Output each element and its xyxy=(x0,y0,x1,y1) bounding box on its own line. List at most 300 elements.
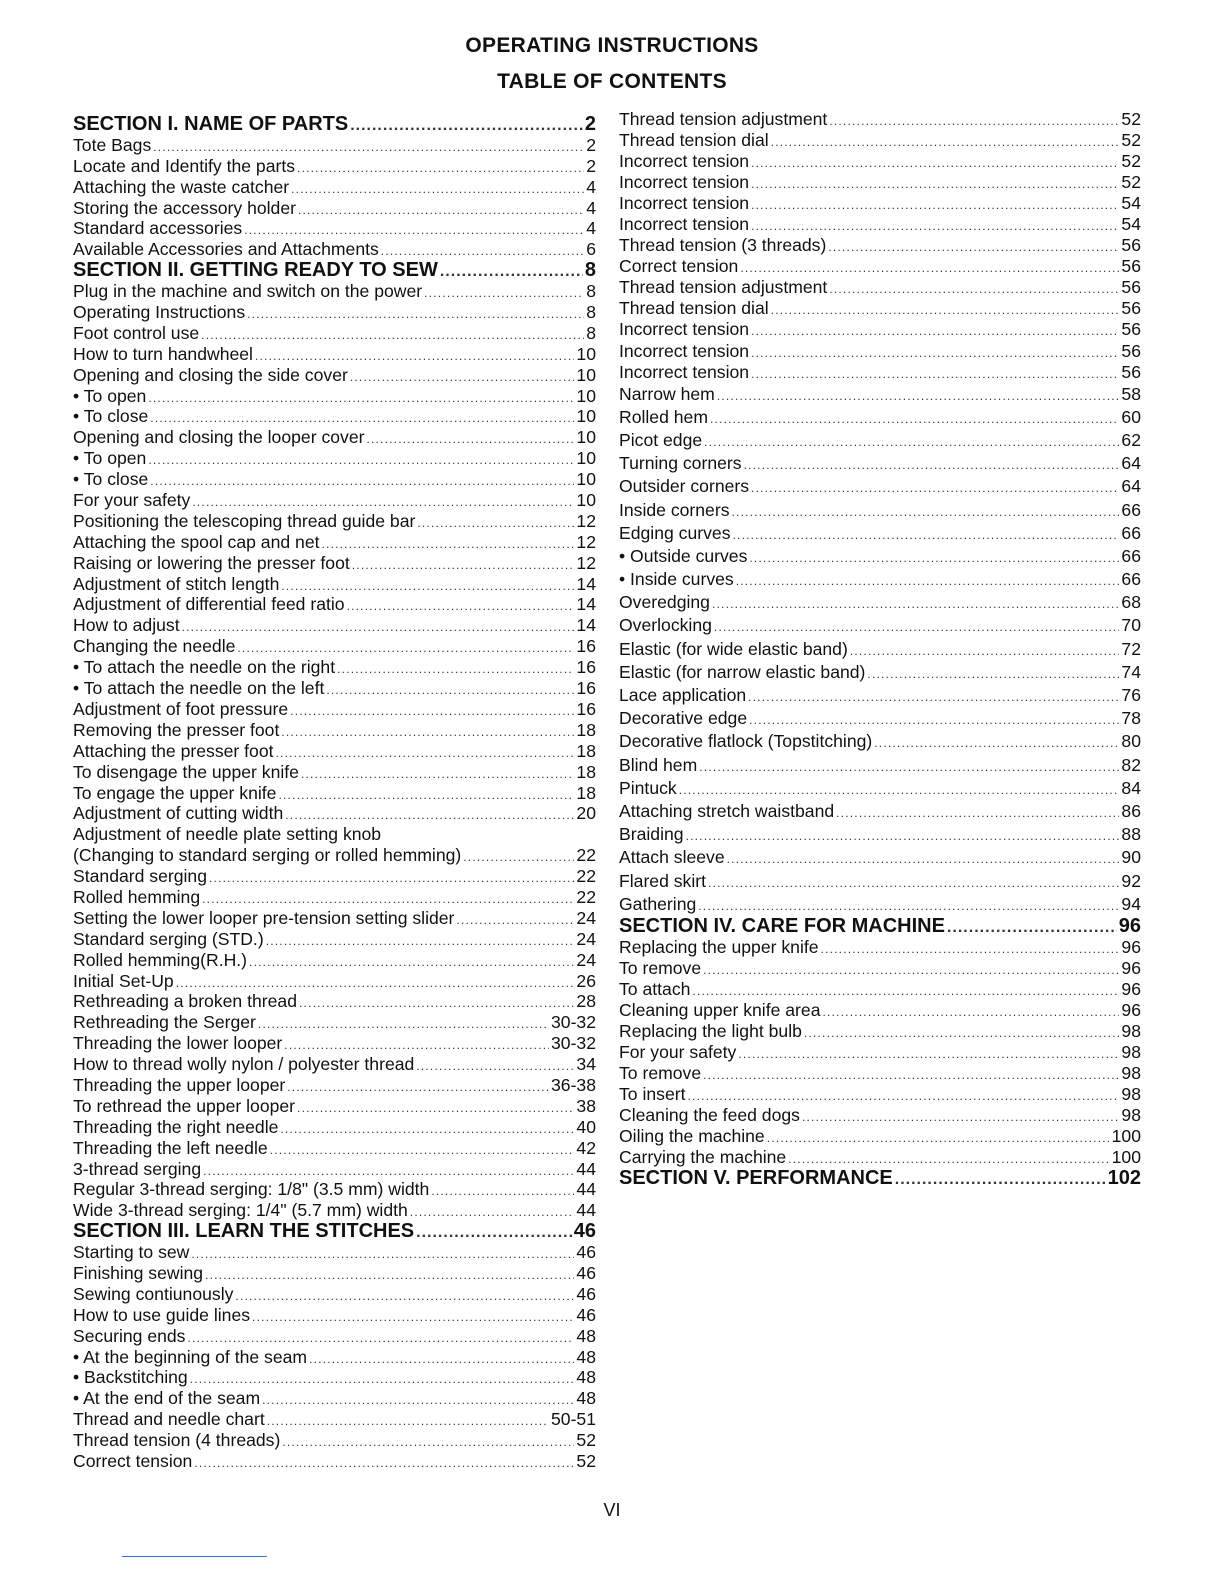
toc-entry-page: 10 xyxy=(576,490,596,511)
toc-leader-dots xyxy=(285,805,574,826)
toc-entry-title: Cleaning the feed dogs xyxy=(619,1105,800,1126)
footer-rule xyxy=(122,1556,267,1557)
toc-entry xyxy=(73,1451,596,1472)
toc-entry xyxy=(619,591,1141,614)
toc-entry-title: Elastic (for narrow elastic band) xyxy=(619,661,866,682)
toc-entry xyxy=(73,824,596,845)
toc-entry-page: 46 xyxy=(576,1283,596,1304)
toc-section-heading xyxy=(73,1221,596,1242)
toc-entry-title: Correct tension xyxy=(73,1451,193,1471)
toc-entry-page: 60 xyxy=(1121,406,1141,427)
toc-entry-title: Incorrect tension xyxy=(619,172,750,193)
toc-entry xyxy=(619,1147,1141,1168)
toc-entry-title: Opening and closing the looper cover xyxy=(73,427,365,448)
toc-entry-page: 98 xyxy=(1121,1084,1141,1105)
toc-leader-dots xyxy=(267,1411,549,1432)
toc-entry-page: 96 xyxy=(1121,936,1141,957)
toc-entry xyxy=(619,1042,1141,1063)
toc-entry-title: Oiling the machine xyxy=(619,1126,765,1147)
toc-leader-dots xyxy=(771,300,1120,321)
toc-entry-page: 16 xyxy=(576,657,596,678)
toc-leader-dots xyxy=(751,174,1119,195)
toc-leader-dots xyxy=(748,686,1119,709)
toc-entry-page: 8 xyxy=(586,302,596,323)
toc-leader-dots xyxy=(187,1328,574,1349)
toc-entry-title: Rolled hemming(R.H.) xyxy=(73,949,248,970)
toc-entry-title: Adjustment of foot pressure xyxy=(73,698,289,719)
toc-leader-dots xyxy=(740,258,1119,279)
toc-entry-title: Finishing sewing xyxy=(73,1262,204,1283)
toc-entry xyxy=(619,638,1141,661)
toc-leader-dots xyxy=(190,1369,575,1390)
toc-entry-title: Incorrect tension xyxy=(619,361,750,382)
toc-entry xyxy=(619,298,1141,319)
toc-entry xyxy=(619,568,1141,591)
toc-leader-dots xyxy=(751,216,1119,237)
toc-entry-page: 72 xyxy=(1121,638,1141,659)
toc-entry-title: How to thread wolly nylon / polyester thread xyxy=(73,1054,415,1075)
toc-entry-page: 10 xyxy=(576,406,596,427)
toc-leader-dots xyxy=(717,385,1120,408)
toc-entry-title: How to turn handwheel xyxy=(73,343,253,364)
toc-entry xyxy=(619,341,1141,362)
toc-leader-dots xyxy=(309,1349,574,1370)
toc-entry-page: 74 xyxy=(1121,661,1141,682)
toc-entry-page: 56 xyxy=(1121,277,1141,298)
toc-leader-dots xyxy=(424,283,584,304)
toc-entry xyxy=(619,684,1141,707)
toc-entry-page: 66 xyxy=(1121,545,1141,566)
toc-leader-dots xyxy=(836,802,1119,825)
toc-entry-title: Carrying the machine xyxy=(619,1147,787,1168)
toc-entry-page: 14 xyxy=(576,594,596,615)
toc-entry xyxy=(619,362,1141,383)
toc-entry xyxy=(73,344,596,365)
toc-leader-dots xyxy=(874,732,1119,755)
toc-leader-dots xyxy=(202,889,574,910)
toc-entry xyxy=(73,135,596,156)
toc-entry xyxy=(73,1075,596,1096)
toc-entry-page: 24 xyxy=(576,928,596,949)
toc-entry-title: To insert xyxy=(619,1084,686,1105)
toc-entry-title: • To attach the needle on the left xyxy=(73,678,325,699)
toc-entry-title: Changing the needle xyxy=(73,636,236,657)
toc-leader-dots xyxy=(284,1035,549,1056)
toc-entry-page: 2 xyxy=(586,134,596,155)
toc-entry-title: How to use guide lines xyxy=(73,1304,251,1325)
toc-entry xyxy=(73,156,596,177)
toc-entry-page: 52 xyxy=(1121,130,1141,151)
toc-leader-dots xyxy=(350,367,575,388)
toc-entry xyxy=(619,452,1141,475)
toc-entry xyxy=(73,971,596,992)
toc-entry-page: 44 xyxy=(576,1158,596,1179)
toc-entry-page: 56 xyxy=(1121,361,1141,382)
toc-entry-page: 34 xyxy=(576,1054,596,1075)
toc-leader-dots xyxy=(258,1014,549,1035)
toc-entry-title: Threading the lower looper xyxy=(73,1033,283,1054)
toc-entry-title: Thread tension (3 threads) xyxy=(619,235,827,256)
toc-entry-title: Lace application xyxy=(619,685,747,706)
toc-entry-page: 2 xyxy=(586,155,596,176)
toc-leader-dots xyxy=(440,262,583,283)
toc-leader-dots xyxy=(463,847,574,868)
toc-entry-page: 96 xyxy=(1121,958,1141,979)
toc-leader-dots xyxy=(895,1169,1106,1190)
toc-entry-title: Inside corners xyxy=(619,499,730,520)
toc-entry xyxy=(73,1012,596,1033)
toc-entry xyxy=(73,950,596,971)
toc-entry xyxy=(619,846,1141,869)
toc-leader-dots xyxy=(237,638,574,659)
toc-entry xyxy=(73,302,596,323)
toc-entry-page: 14 xyxy=(576,573,596,594)
toc-entry xyxy=(619,319,1141,340)
toc-leader-dots xyxy=(192,492,574,513)
toc-entry-title: Threading the right needle xyxy=(73,1116,279,1137)
toc-entry-page: 98 xyxy=(1121,1021,1141,1042)
toc-entry-title: • To attach the needle on the right xyxy=(73,657,336,678)
toc-leader-dots xyxy=(767,1128,1110,1149)
toc-entry xyxy=(619,800,1141,823)
toc-leader-dots xyxy=(771,132,1120,153)
toc-entry-page: 10 xyxy=(576,448,596,469)
toc-entry xyxy=(619,109,1141,130)
toc-leader-dots xyxy=(703,1065,1119,1086)
toc-entry-title: Thread tension adjustment xyxy=(619,277,828,298)
toc-entry-page: 96 xyxy=(1118,914,1141,937)
toc-entry-page: 48 xyxy=(576,1367,596,1388)
toc-entry xyxy=(73,929,596,950)
toc-leader-dots xyxy=(290,701,574,722)
toc-entry xyxy=(73,699,596,720)
toc-entry-page: 66 xyxy=(1121,569,1141,590)
toc-leader-dots xyxy=(688,1086,1120,1107)
toc-leader-dots xyxy=(249,952,574,973)
toc-entry xyxy=(619,979,1141,1000)
toc-entry xyxy=(73,490,596,511)
toc-entry-page: 4 xyxy=(586,218,596,239)
toc-entry-page: 10 xyxy=(576,427,596,448)
toc-entry-title: Wide 3-thread serging: 1/4" (5.7 mm) width xyxy=(73,1200,408,1221)
toc-entry xyxy=(73,532,596,553)
toc-entry xyxy=(73,1263,596,1284)
toc-leader-dots xyxy=(322,534,575,555)
toc-entry-title: • Inside curves xyxy=(619,569,734,590)
toc-entry-page: 28 xyxy=(576,991,596,1012)
toc-entry xyxy=(73,1347,596,1368)
toc-entry-page: 64 xyxy=(1121,476,1141,497)
toc-entry-title: Pintuck xyxy=(619,777,677,798)
toc-entry-page: 92 xyxy=(1121,870,1141,891)
toc-leader-dots xyxy=(201,325,584,346)
toc-entry-page: 22 xyxy=(576,845,596,866)
toc-entry-title: Incorrect tension xyxy=(619,193,750,214)
toc-leader-dots xyxy=(733,524,1120,547)
toc-entry-title: Sewing contiunously xyxy=(73,1283,234,1304)
toc-leader-dots xyxy=(732,501,1120,524)
toc-entry-title: SECTION V. PERFORMANCE xyxy=(619,1167,893,1190)
toc-entry xyxy=(619,429,1141,452)
toc-entry xyxy=(73,1242,596,1263)
toc-entry-page: 56 xyxy=(1121,340,1141,361)
toc-entry-title: Replacing the light bulb xyxy=(619,1021,802,1042)
toc-entry xyxy=(73,448,596,469)
toc-leader-dots xyxy=(416,1056,574,1077)
toc-entry xyxy=(619,661,1141,684)
toc-entry xyxy=(73,803,596,824)
toc-entry-page: 66 xyxy=(1121,522,1141,543)
toc-entry-title: Thread and needle chart xyxy=(73,1409,265,1430)
toc-leader-dots xyxy=(297,1098,574,1119)
toc-entry-page: 52 xyxy=(1121,151,1141,172)
toc-entry-page: 52 xyxy=(576,1430,596,1451)
toc-entry-page: 82 xyxy=(1121,754,1141,775)
toc-entry xyxy=(73,594,596,615)
toc-entry-title: Thread tension (4 threads) xyxy=(73,1430,281,1451)
toc-entry xyxy=(619,614,1141,637)
toc-leader-dots xyxy=(417,513,574,534)
toc-entry-title: Rethreading the Serger xyxy=(73,1012,256,1033)
toc-leader-dots xyxy=(686,825,1120,848)
toc-entry-title: Braiding xyxy=(619,824,684,845)
toc-entry-page: 4 xyxy=(586,197,596,218)
toc-entry-title: • To close xyxy=(73,406,149,427)
toc-left-column xyxy=(73,114,596,1472)
toc-entry-title: Thread tension adjustment xyxy=(619,109,828,129)
toc-entry-page: 18 xyxy=(576,740,596,761)
toc-entry-title: Standard serging (STD.) xyxy=(73,928,264,949)
toc-entry-title: Adjustment of stitch length xyxy=(73,573,280,594)
toc-entry-page: 16 xyxy=(576,636,596,657)
toc-entry-page: 98 xyxy=(1121,1105,1141,1126)
toc-entry-page: 46 xyxy=(576,1262,596,1283)
toc-entry xyxy=(73,908,596,929)
toc-entry-page: 90 xyxy=(1121,847,1141,868)
toc-entry-title: SECTION II. GETTING READY TO SEW xyxy=(73,259,438,282)
toc-entry-title: Replacing the upper knife xyxy=(619,936,819,957)
toc-leader-dots xyxy=(347,596,575,617)
toc-entry xyxy=(619,1105,1141,1126)
toc-entry-page: 36-38 xyxy=(551,1074,596,1095)
toc-entry-page: 24 xyxy=(576,949,596,970)
toc-entry-page: 22 xyxy=(576,886,596,907)
toc-leader-dots xyxy=(736,570,1120,593)
toc-entry xyxy=(73,1033,596,1054)
page-number: VI xyxy=(603,1500,621,1520)
toc-entry-page: 44 xyxy=(576,1200,596,1221)
toc-entry-page: 10 xyxy=(576,364,596,385)
toc-entry-title: To remove xyxy=(619,958,702,979)
toc-entry-title: Turning corners xyxy=(619,453,742,474)
toc-entry-title: • To open xyxy=(73,385,147,406)
toc-entry-title: Thread tension dial xyxy=(619,130,769,151)
toc-entry-title: Rolled hemming xyxy=(73,886,201,907)
toc-entry-page: 76 xyxy=(1121,685,1141,706)
toc-entry-title: • Backstitching xyxy=(73,1367,188,1388)
toc-entry-page: 22 xyxy=(576,866,596,887)
toc-entry-title: Raising or lowering the presser foot xyxy=(73,552,350,573)
toc-entry-title: Available Accessories and Attachments xyxy=(73,239,379,260)
toc-entry-page: 16 xyxy=(576,698,596,719)
toc-entry xyxy=(73,511,596,532)
toc-entry-page: 50-51 xyxy=(551,1409,596,1430)
toc-entry-page: 10 xyxy=(576,385,596,406)
toc-entry xyxy=(73,762,596,783)
toc-entry-title: Threading the left needle xyxy=(73,1137,268,1158)
toc-entry-page: 18 xyxy=(576,761,596,782)
toc-entry-page: 56 xyxy=(1121,319,1141,340)
toc-entry-title: SECTION IV. CARE FOR MACHINE xyxy=(619,914,945,937)
toc-leader-dots xyxy=(176,973,575,994)
toc-entry-title: Thread tension dial xyxy=(619,298,769,319)
toc-entry xyxy=(619,383,1141,406)
toc-entry xyxy=(619,730,1141,753)
toc-entry xyxy=(73,1409,596,1430)
toc-entry-title: Correct tension xyxy=(619,256,739,277)
toc-entry-page: 48 xyxy=(576,1388,596,1409)
toc-entry xyxy=(73,198,596,219)
toc-entry-title: • At the end of the seam xyxy=(73,1388,261,1409)
toc-entry xyxy=(73,845,596,866)
toc-entry-title: Threading the upper looper xyxy=(73,1074,286,1095)
toc-entry-page: 100 xyxy=(1111,1147,1141,1168)
toc-leader-dots xyxy=(751,477,1119,500)
toc-leader-dots xyxy=(298,200,584,221)
toc-entry xyxy=(619,545,1141,568)
toc-entry xyxy=(619,937,1141,958)
toc-entry xyxy=(73,866,596,887)
toc-entry-page: 44 xyxy=(576,1179,596,1200)
toc-entry xyxy=(73,574,596,595)
toc-entry xyxy=(73,1179,596,1200)
toc-entry-title: For your safety xyxy=(619,1042,737,1063)
toc-leader-dots xyxy=(712,593,1119,616)
toc-entry-page: 52 xyxy=(1121,172,1141,193)
toc-entry-title: Gathering xyxy=(619,893,697,914)
toc-entry-title: How to adjust xyxy=(73,615,180,636)
toc-entry-page: 4 xyxy=(586,176,596,197)
toc-entry-title: To remove xyxy=(619,1063,702,1084)
toc-leader-dots xyxy=(704,431,1119,454)
toc-entry xyxy=(619,406,1141,429)
toc-leader-dots xyxy=(297,158,584,179)
toc-leader-dots xyxy=(182,617,575,638)
toc-entry xyxy=(73,323,596,344)
toc-leader-dots xyxy=(738,1044,1119,1065)
toc-entry-page: 52 xyxy=(576,1451,596,1471)
toc-entry-page: 46 xyxy=(573,1220,596,1243)
toc-entry-page: 98 xyxy=(1121,1042,1141,1063)
toc-right-column xyxy=(619,109,1141,1190)
toc-leader-dots xyxy=(299,993,574,1014)
toc-leader-dots xyxy=(802,1107,1119,1128)
toc-leader-dots xyxy=(276,743,575,764)
toc-leader-dots xyxy=(850,640,1120,663)
toc-entry xyxy=(619,522,1141,545)
toc-entry-title: Setting the lower looper pre-tension setting slider xyxy=(73,907,455,928)
toc-entry-page: 10 xyxy=(576,469,596,490)
toc-entry xyxy=(619,1126,1141,1147)
toc-entry xyxy=(619,1000,1141,1021)
toc-entry xyxy=(73,218,596,239)
toc-entry-page: 56 xyxy=(1121,235,1141,256)
toc-entry xyxy=(73,365,596,386)
toc-entry-page: 56 xyxy=(1121,298,1141,319)
toc-entry xyxy=(73,1200,596,1221)
toc-leader-dots xyxy=(203,1161,574,1182)
toc-entry xyxy=(73,720,596,741)
toc-leader-dots xyxy=(804,1023,1120,1044)
toc-leader-dots xyxy=(867,663,1119,686)
toc-entry xyxy=(73,386,596,407)
toc-leader-dots xyxy=(150,471,574,492)
toc-entry-page: 14 xyxy=(576,615,596,636)
toc-entry-title: Rolled hem xyxy=(619,406,708,427)
toc-leader-dots xyxy=(823,1002,1120,1023)
toc-entry xyxy=(619,499,1141,522)
toc-entry-page: 46 xyxy=(576,1304,596,1325)
toc-leader-dots xyxy=(708,872,1119,895)
toc-entry-title: Standard serging xyxy=(73,866,207,887)
toc-entry xyxy=(619,1021,1141,1042)
toc-entry-title: Removing the presser foot xyxy=(73,719,280,740)
toc-leader-dots xyxy=(416,1223,572,1244)
toc-entry-title: Foot control use xyxy=(73,322,200,343)
toc-entry-title: Adjustment of differential feed ratio xyxy=(73,594,345,615)
toc-entry-title: • Outside curves xyxy=(619,545,748,566)
toc-leader-dots xyxy=(337,659,574,680)
toc-leader-dots xyxy=(947,917,1117,938)
toc-leader-dots xyxy=(235,1286,574,1307)
toc-entry-title: Regular 3-thread serging: 1/8" (3.5 mm) width xyxy=(73,1179,430,1200)
document-subtitle: TABLE OF CONTENTS xyxy=(497,70,727,93)
toc-entry xyxy=(73,1305,596,1326)
toc-entry-title: Operating Instructions xyxy=(73,302,246,323)
toc-leader-dots xyxy=(366,429,574,450)
toc-entry-title: Adjustment of cutting width xyxy=(73,803,284,824)
toc-leader-dots xyxy=(266,931,575,952)
toc-entry-page: 30-32 xyxy=(551,1012,596,1033)
toc-entry xyxy=(619,475,1141,498)
toc-entry xyxy=(619,893,1141,916)
toc-entry xyxy=(73,991,596,1012)
toc-entry-title: Overlocking xyxy=(619,615,712,636)
toc-entry-page: 6 xyxy=(586,239,596,260)
toc-leader-dots xyxy=(751,321,1119,342)
toc-entry xyxy=(619,193,1141,214)
toc-leader-dots xyxy=(194,1453,574,1474)
toc-entry xyxy=(73,741,596,762)
toc-entry xyxy=(619,151,1141,172)
document-title: OPERATING INSTRUCTIONS xyxy=(465,34,759,57)
toc-entry xyxy=(73,1326,596,1347)
toc-entry-title: Attach sleeve xyxy=(619,847,725,868)
toc-leader-dots xyxy=(710,408,1119,431)
toc-entry-title: Opening and closing the side cover xyxy=(73,364,348,385)
toc-entry-title: Securing ends xyxy=(73,1325,186,1346)
toc-leader-dots xyxy=(287,1077,549,1098)
toc-entry-page: 56 xyxy=(1121,256,1141,277)
toc-entry-title: Decorative edge xyxy=(619,708,748,729)
toc-leader-dots xyxy=(727,848,1120,871)
toc-entry-page: 68 xyxy=(1121,592,1141,613)
toc-entry xyxy=(619,172,1141,193)
toc-entry-page: 58 xyxy=(1121,383,1141,404)
toc-entry-page: 80 xyxy=(1121,731,1141,752)
toc-entry-page: 42 xyxy=(576,1137,596,1158)
toc-leader-dots xyxy=(262,1390,574,1411)
